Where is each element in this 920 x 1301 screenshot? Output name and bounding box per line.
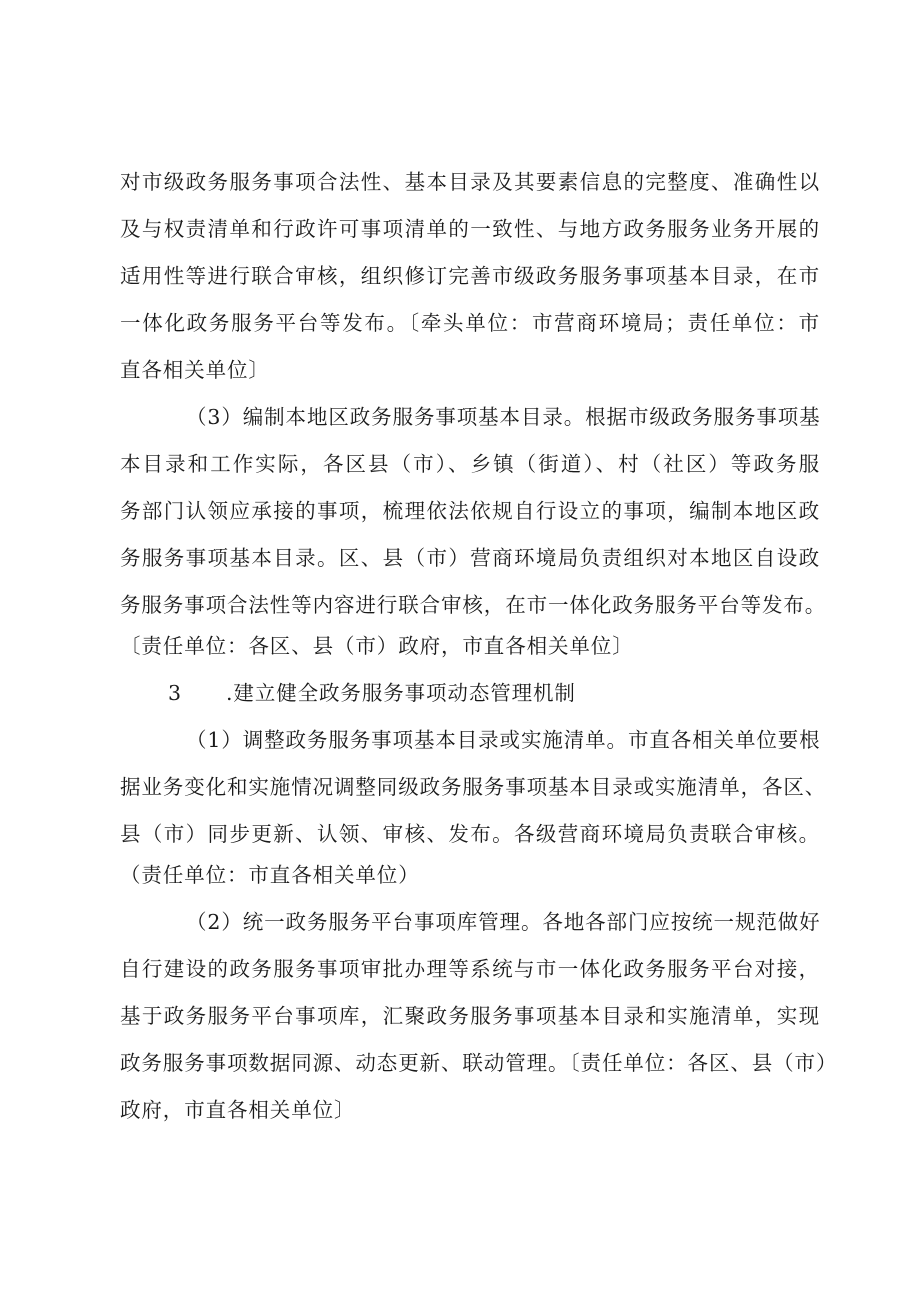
paragraph-line: 对市级政务服务事项合法性、基本目录及其要素信息的完整度、准确性以 — [120, 170, 820, 194]
paragraph-line: 一体化政务服务平台等发布。〔牵头单位：市营商环境局；责任单位：市 — [120, 311, 820, 335]
paragraph-line: 〔责任单位：各区、县（市）政府，市直各相关单位〕 — [120, 634, 634, 658]
subsection-3-line: （3）编制本地区政务服务事项基本目录。根据市级政务服务事项基 — [186, 405, 821, 429]
paragraph-line: 务服务事项合法性等内容进行联合审核，在市一体化政务服务平台等发布。 — [120, 593, 827, 617]
paragraph-line: 据业务变化和实施情况调整同级政务服务事项基本目录或实施清单，各区、 — [120, 775, 827, 799]
paragraph-line: 及与权责清单和行政许可事项清单的一致性、与地方政务服务业务开展的 — [120, 217, 820, 241]
paragraph-line: 基于政务服务平台事项库，汇聚政务服务事项基本目录和实施清单，实现 — [120, 1004, 820, 1028]
paragraph-line: 县（市）同步更新、认领、审核、发布。各级营商环境局负责联合审核。 — [120, 822, 820, 846]
subsection-1-line: （1）调整政务服务事项基本目录或实施清单。市直各相关单位要根 — [186, 728, 821, 752]
paragraph-line: 本目录和工作实际，各区县（市）、乡镇（街道）、村（社区）等政务服 — [120, 452, 820, 476]
paragraph-line: 直各相关单位〕 — [120, 358, 270, 382]
paragraph-line: 政府，市直各相关单位〕 — [120, 1098, 356, 1122]
subsection-2-line: （2）统一政务服务平台事项库管理。各地各部门应按统一规范做好 — [186, 910, 821, 934]
paragraph-line: （责任单位：市直各相关单位） — [120, 863, 420, 887]
paragraph-line: 自行建设的政务服务事项审批办理等系统与市一体化政务服务平台对接， — [120, 957, 820, 981]
section-heading: .建立健全政务服务事项动态管理机制 — [226, 681, 576, 705]
section-number: 3 — [168, 681, 182, 705]
paragraph-line: 政务服务事项数据同源、动态更新、联动管理。〔责任单位：各区、县（市） — [120, 1051, 838, 1075]
paragraph-line: 务服务事项基本目录。区、县（市）营商环境局负责组织对本地区自设政 — [120, 546, 820, 570]
paragraph-line: 适用性等进行联合审核，组织修订完善市级政务服务事项基本目录，在市 — [120, 264, 820, 288]
paragraph-line: 务部门认领应承接的事项，梳理依法依规自行设立的事项，编制本地区政 — [120, 499, 820, 523]
